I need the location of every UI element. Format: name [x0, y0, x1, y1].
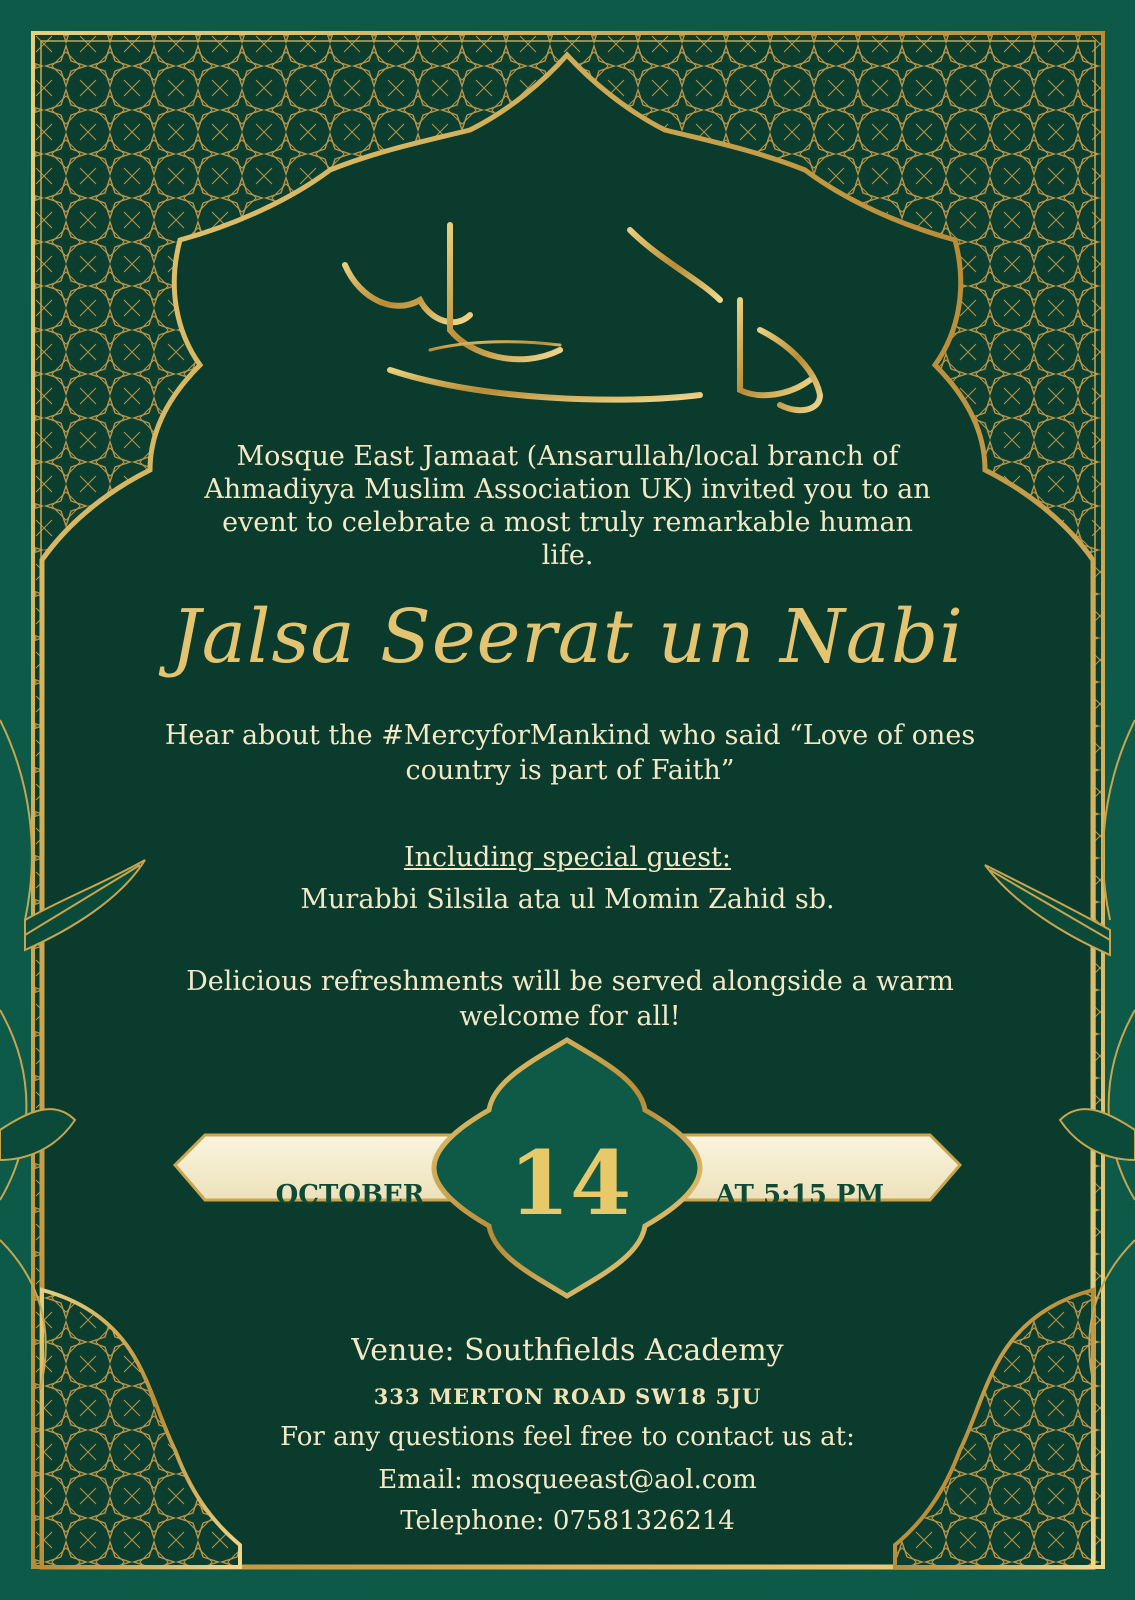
- refreshments-text: Delicious refreshments will be served alongside a warm welcome for all!: [186, 966, 954, 1032]
- address-text: 333 MERTON ROAD SW18 5JU: [373, 1384, 762, 1409]
- venue-text: Venue: Southfields Academy: [351, 1333, 784, 1368]
- mercy-text: Hear about the #MercyforMankind who said “Love of ones country is part of Faith”: [164, 720, 976, 786]
- guest-heading: Including special guest:: [403, 842, 732, 873]
- guest-name: Murabbi Silsila ata ul Momin Zahid sb.: [300, 884, 835, 915]
- event-title: Jalsa Seerat un Nabi: [171, 594, 964, 680]
- contact-line: For any questions feel free to contact us at:: [280, 1422, 855, 1452]
- intro-text: Mosque East Jamaat (Ansarullah/local branch of Ahmadiyya Muslim Association UK) invited you to an event to celebrate a most truly remarkable human life.: [204, 441, 931, 571]
- event-day: 14: [508, 1131, 632, 1235]
- contact-phone: Telephone: 07581326214: [400, 1506, 735, 1536]
- event-month: OCTOBER: [275, 1180, 425, 1210]
- contact-email: Email: mosqueeast@aol.com: [378, 1465, 757, 1495]
- event-time: AT 5:15 PM: [715, 1180, 885, 1210]
